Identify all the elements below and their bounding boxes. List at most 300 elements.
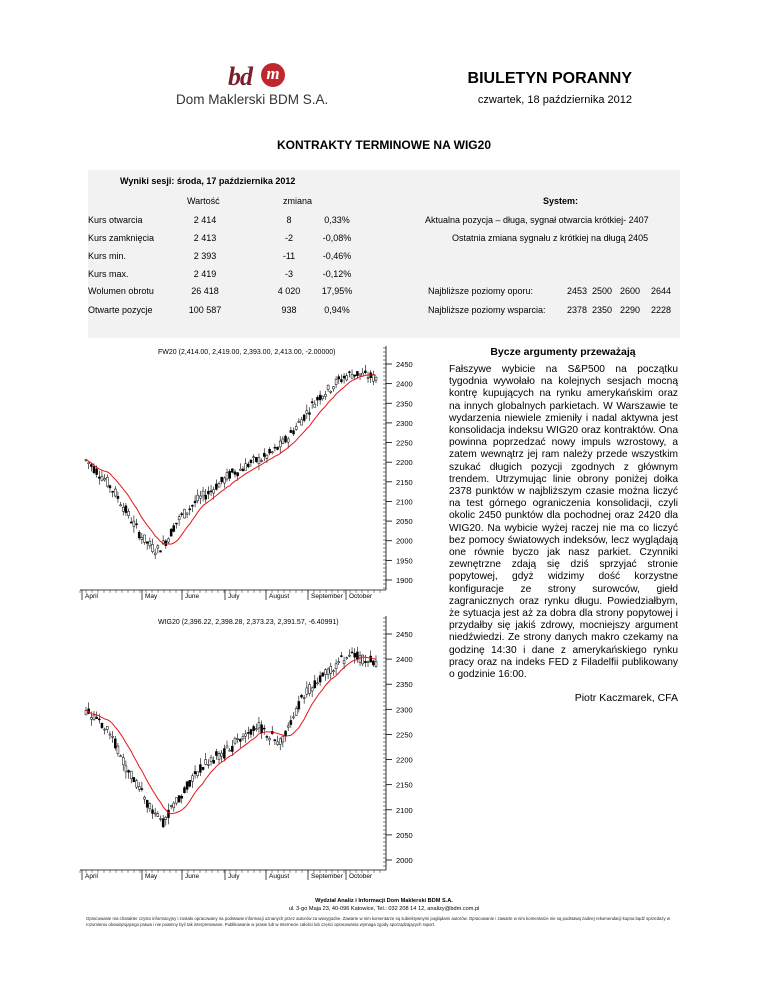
row-pct: 17,95%	[321, 286, 353, 296]
candle-body	[215, 484, 217, 489]
candle-body	[247, 464, 249, 467]
resistance-label: Najbliższe poziomy oporu:	[428, 286, 534, 296]
candle-body	[274, 740, 276, 741]
candle-body	[181, 796, 183, 798]
candle-body	[316, 683, 318, 684]
candle-body	[234, 472, 236, 475]
candle-body	[231, 746, 233, 751]
support-4: 2228	[651, 305, 672, 315]
candle-body	[146, 542, 148, 544]
y-tick-label: 2150	[396, 477, 413, 487]
candle-body	[133, 521, 135, 526]
candle-body	[237, 473, 239, 476]
row-change: 4 020	[277, 286, 301, 296]
x-tick-label: June	[185, 593, 200, 600]
candle-body	[327, 385, 329, 389]
col-system-header: System:	[543, 196, 579, 206]
candle-body	[293, 717, 295, 718]
support-2: 2350	[592, 305, 613, 315]
y-tick-label: 2000	[396, 856, 413, 865]
x-tick-label: September	[311, 593, 343, 600]
candle-body	[88, 463, 90, 464]
x-tick-label: April	[85, 593, 99, 600]
row-change: -11	[282, 251, 296, 261]
candle-body	[136, 524, 138, 525]
candle-body	[340, 656, 342, 657]
candle-body	[210, 491, 212, 492]
candle-body	[295, 426, 297, 429]
y-tick-label: 2300	[396, 418, 413, 428]
candle-body	[290, 430, 292, 432]
y-tick-label: 2200	[396, 755, 413, 765]
row-pct: -0,08%	[322, 233, 352, 243]
candle-body	[101, 723, 103, 728]
candle-body	[152, 810, 154, 814]
candle-body	[221, 477, 223, 482]
candle-body	[263, 728, 265, 729]
candle-body	[282, 439, 284, 443]
moving-average-line	[86, 657, 376, 814]
candle-body	[218, 754, 220, 760]
candle-body	[372, 374, 374, 381]
y-tick-label: 2450	[396, 360, 413, 369]
row-label: Otwarte pozycje	[88, 305, 153, 315]
candle-body	[96, 469, 98, 475]
moving-average-line	[86, 375, 376, 544]
candle-body	[343, 661, 345, 664]
candle-body	[306, 688, 308, 694]
y-tick-label: 2300	[396, 705, 413, 715]
candle-body	[237, 739, 239, 740]
candle-body	[269, 738, 271, 740]
candle-body	[104, 729, 106, 730]
row-change: 8	[286, 215, 292, 225]
candle-body	[202, 767, 204, 769]
candle-body	[128, 511, 130, 515]
row-pct: -0,12%	[322, 269, 352, 279]
candle-body	[359, 656, 361, 663]
candle-body	[157, 814, 159, 817]
candle-body	[189, 780, 191, 786]
candle-body	[197, 772, 199, 776]
candle-body	[215, 751, 217, 755]
candle-body	[167, 539, 169, 542]
candle-body	[263, 453, 265, 456]
candle-body	[133, 778, 135, 782]
candle-body	[330, 391, 332, 392]
candle-body	[112, 491, 114, 492]
candle-body	[287, 726, 289, 727]
candle-body	[346, 658, 348, 659]
candle-body	[242, 736, 244, 738]
row-label: Kurs min.	[88, 251, 127, 261]
candle-body	[239, 469, 241, 470]
candle-body	[298, 701, 300, 709]
candle-body	[274, 447, 276, 448]
candle-body	[285, 436, 287, 442]
candle-body	[117, 496, 119, 498]
candle-body	[314, 681, 316, 688]
candle-body	[303, 697, 305, 698]
row-value: 26 418	[191, 286, 219, 296]
y-tick-label: 2250	[396, 730, 413, 740]
candle-body	[285, 731, 287, 736]
candle-body	[112, 736, 114, 737]
candle-body	[282, 736, 284, 742]
candle-body	[356, 371, 358, 375]
y-tick-label: 2050	[396, 830, 413, 840]
commentary-body: Fałszywe wybicie na S&P500 na początku tygodnia wywołało na kolejnych sesjach mocną kontrę kupujących na rynku amerykańskim oraz na innych globalnych parkietach. W Warszawie te wydarzenia niewiele zmieniły i nadal aktywna jest konsolidacja indeksu WIG20 oraz kontraktów. Ona powinna poprzedzać nowy impuls wzrostowy, a zatem wewnątrz jej ram należy przede wszystkim szukać długich pozycji zgodnych z głównym trendem. Utrzymując linie obrony poniżej dołka 2378 punktów w najbliższym czasie można liczyć na test górnego ograniczenia konsolidacji, czyli okolic 2450 punktów dla pochodnej oraz 2420 dla WIG20. Na wybicie wyżej raczej nie ma co liczyć bez pomocy światowych indeksów, lecz wyglądają one równie byczo jak nasz parkiet. Czynniki zewnętrzne zdają się dziś sprzyjać stronie popytowej, gdyż widzimy dość korzystne konfiguracje ze strony surowców, giełd zagranicznych oraz rynku długu. Powiedziałbym, że sytuacja jest aż za dobra dla strony popytowej i przydałby się jakiś zdrowy, mocniejszy argument niedźwiedzi. Ze strony danych makro czekamy na godzinę 14:30 i dane z amerykańskiego rynku pracy oraz na indeks FED z Filadelfii publikowany o godzinie 16:00.	[449, 364, 678, 681]
candle-body	[367, 378, 369, 379]
y-tick-label: 2050	[396, 517, 413, 527]
candle-body	[93, 715, 95, 719]
candle-body	[250, 730, 252, 735]
candle-body	[173, 526, 175, 532]
x-tick-label: September	[311, 873, 343, 880]
candle-body	[253, 726, 255, 730]
bulletin-title: BIULETYN PORANNY	[467, 70, 632, 87]
candle-body	[130, 522, 132, 523]
resistance-4: 2644	[651, 286, 672, 296]
resistance-1: 2453	[567, 286, 588, 296]
candle-body	[335, 379, 337, 384]
candle-body	[181, 514, 183, 515]
candle-body	[106, 726, 108, 729]
col-change-header: zmiana	[283, 196, 313, 206]
col-value-header: Wartość	[187, 196, 220, 206]
x-tick-label: August	[269, 593, 290, 600]
candle-body	[298, 421, 300, 422]
candle-body	[348, 655, 350, 656]
y-tick-label: 2000	[396, 536, 413, 546]
row-label: Kurs zamknięcia	[88, 233, 155, 243]
candle-body	[154, 813, 156, 814]
candle-body	[354, 653, 356, 657]
candle-body	[332, 387, 334, 389]
candle-body	[335, 664, 337, 669]
candle-body	[301, 420, 303, 425]
candle-body	[255, 729, 257, 730]
candle-body	[277, 447, 279, 449]
candle-body	[327, 669, 329, 675]
candle-body	[338, 662, 340, 663]
row-pct: 0,33%	[324, 215, 350, 225]
candle-body	[242, 469, 244, 471]
candle-body	[175, 798, 177, 804]
row-value: 2 414	[193, 215, 217, 225]
candle-body	[138, 787, 140, 790]
candle-body	[191, 505, 193, 506]
row-label: Kurs max.	[88, 269, 129, 279]
candle-body	[359, 374, 361, 375]
candle-body	[319, 676, 321, 682]
candle-body	[277, 742, 279, 745]
candle-body	[141, 789, 143, 790]
candle-body	[279, 441, 281, 447]
candle-body	[170, 529, 172, 536]
candle-body	[255, 457, 257, 461]
bulletin-date: czwartek, 18 października 2012	[477, 94, 632, 106]
candle-body	[213, 760, 215, 763]
candle-body	[98, 719, 100, 720]
candle-body	[152, 544, 154, 551]
candle-body	[167, 810, 169, 818]
row-value: 2 419	[193, 269, 217, 279]
candle-body	[332, 671, 334, 672]
candle-body	[293, 431, 295, 434]
candle-body	[231, 469, 233, 473]
candle-body	[218, 484, 220, 488]
x-tick-label: May	[145, 593, 158, 600]
resistance-3: 2600	[620, 286, 641, 296]
y-tick-label: 2100	[396, 497, 413, 507]
commentary-title: Bycze argumenty przeważają	[490, 346, 636, 358]
candle-body	[90, 465, 92, 467]
candle-body	[205, 495, 207, 499]
candle-body	[189, 509, 191, 510]
candle-body	[207, 764, 209, 765]
candle-body	[239, 739, 241, 741]
candle-body	[351, 374, 353, 378]
candle-body	[199, 496, 201, 498]
y-tick-label: 2200	[396, 458, 413, 468]
system-line-2: Ostatnia zmiana sygnału z krótkiej na długą 2405	[452, 233, 649, 243]
fw20-chart	[76, 340, 421, 608]
candle-body	[330, 666, 332, 673]
candle-body	[93, 466, 95, 472]
candle-body	[301, 695, 303, 697]
x-tick-label: July	[228, 873, 240, 880]
chart-title: FW20 (2,414.00, 2,419.00, 2,393.00, 2,413.00, -2.00000)	[158, 349, 336, 356]
candle-body	[306, 411, 308, 414]
y-tick-label: 2350	[396, 399, 413, 409]
support-label: Najbliższe poziomy wsparcia:	[428, 305, 546, 315]
candle-body	[205, 760, 207, 765]
candle-body	[98, 477, 100, 478]
x-tick-label: July	[228, 593, 240, 600]
candle-body	[370, 656, 372, 662]
candle-body	[199, 765, 201, 773]
candle-body	[165, 817, 167, 819]
candle-body	[173, 803, 175, 808]
candle-body	[191, 776, 193, 782]
x-tick-label: June	[185, 873, 200, 880]
candle-body	[210, 757, 212, 761]
candle-body	[266, 736, 268, 737]
candle-body	[324, 670, 326, 675]
candle-body	[311, 402, 313, 403]
row-label: Wolumen obrotu	[88, 286, 154, 296]
candle-body	[247, 732, 249, 733]
candle-body	[90, 718, 92, 720]
candle-body	[141, 537, 143, 539]
candle-body	[375, 377, 377, 380]
candle-body	[245, 734, 247, 736]
candle-body	[261, 460, 263, 461]
candle-body	[261, 725, 263, 733]
y-tick-label: 2250	[396, 438, 413, 448]
candle-body	[229, 471, 231, 478]
candle-body	[170, 805, 172, 806]
candle-body	[229, 750, 231, 751]
candle-body	[279, 739, 281, 745]
candle-body	[146, 800, 148, 807]
x-tick-label: August	[269, 873, 290, 880]
row-change: 938	[281, 305, 297, 315]
row-value: 2 413	[193, 233, 217, 243]
candle-body	[138, 532, 140, 538]
candle-body	[367, 662, 369, 663]
candle-body	[186, 782, 188, 790]
candle-body	[136, 781, 138, 787]
row-value: 2 393	[193, 251, 217, 261]
footer-department: Wydział Analiz i Informacji Dom Maklerski BDM S.A.	[315, 898, 453, 904]
candle-body	[221, 753, 223, 756]
row-value: 100 587	[188, 305, 222, 315]
system-line-1: Aktualna pozycja – długa, sygnał otwarcia krótkiej- 2407	[425, 215, 649, 225]
y-tick-label: 1900	[396, 576, 413, 585]
candle-body	[159, 551, 161, 552]
candle-body	[128, 770, 130, 772]
candle-body	[125, 506, 127, 513]
candle-body	[202, 491, 204, 496]
candle-body	[245, 464, 247, 470]
candle-body	[114, 739, 116, 748]
candle-body	[253, 457, 255, 458]
x-tick-label: May	[145, 873, 158, 880]
candle-body	[348, 372, 350, 373]
candle-body	[104, 479, 106, 480]
candle-body	[106, 477, 108, 486]
candle-body	[316, 397, 318, 400]
candle-body	[356, 652, 358, 659]
support-1: 2378	[567, 305, 588, 315]
candle-body	[258, 723, 260, 728]
candle-body	[372, 661, 374, 665]
candle-body	[178, 517, 180, 520]
candle-body	[207, 491, 209, 494]
candle-body	[109, 734, 111, 735]
candle-body	[157, 546, 159, 548]
logo-wordmark: bd	[228, 62, 252, 91]
commentary-author: Piotr Kaczmarek, CFA	[574, 692, 678, 704]
candle-body	[109, 486, 111, 488]
company-name: Dom Maklerski BDM S.A.	[176, 92, 329, 107]
candle-body	[354, 375, 356, 376]
row-pct: 0,94%	[324, 305, 350, 315]
candle-body	[362, 655, 364, 664]
candle-body	[130, 771, 132, 779]
candle-body	[351, 652, 353, 653]
wig20-chart	[76, 610, 421, 888]
candle-body	[117, 746, 119, 754]
candle-body	[340, 379, 342, 381]
candle-body	[343, 376, 345, 378]
candle-body	[258, 457, 260, 463]
footer-address: ul. 3-go Maja 23, 40-096 Katowice, Tel.: 032 208 14 12, analizy@bdm.com.pl	[288, 906, 480, 912]
candle-body	[364, 661, 366, 662]
candle-body	[322, 673, 324, 676]
candle-body	[271, 452, 273, 453]
candle-body	[346, 376, 348, 380]
logo-mark: m	[261, 63, 285, 87]
candle-body	[120, 505, 122, 506]
support-3: 2290	[620, 305, 641, 315]
candle-body	[122, 507, 124, 511]
candle-body	[223, 749, 225, 759]
candle-body	[154, 553, 156, 554]
candle-body	[269, 449, 271, 453]
y-tick-label: 2100	[396, 805, 413, 815]
candle-body	[122, 757, 124, 764]
candle-body	[250, 460, 252, 463]
candle-body	[144, 797, 146, 799]
candle-body	[144, 535, 146, 542]
candle-body	[213, 490, 215, 493]
row-pct: -0,46%	[322, 251, 352, 261]
candle-body	[96, 717, 98, 719]
candle-body	[149, 804, 151, 809]
candle-body	[223, 478, 225, 483]
candle-body	[322, 396, 324, 399]
candle-body	[186, 513, 188, 514]
candle-body	[319, 395, 321, 400]
chart-title: WIG20 (2,396.22, 2,398.28, 2,373.23, 2,391.57, -6.40991)	[158, 619, 339, 626]
candle-body	[183, 509, 185, 518]
y-tick-label: 2450	[396, 630, 413, 639]
candle-body	[338, 377, 340, 379]
candle-body	[194, 771, 196, 773]
y-tick-label: 2400	[396, 655, 413, 665]
y-tick-label: 2150	[396, 780, 413, 790]
candle-body	[266, 455, 268, 458]
row-change: -3	[284, 269, 293, 279]
session-heading: Wyniki sesji: środa, 17 października 2012	[120, 176, 296, 186]
candle-body	[303, 415, 305, 421]
resistance-2: 2500	[592, 286, 613, 296]
y-tick-label: 1950	[396, 556, 413, 566]
candle-body	[101, 477, 103, 480]
candle-body	[364, 371, 366, 373]
candle-body	[120, 756, 122, 757]
candle-body	[159, 818, 161, 819]
candle-body	[375, 661, 377, 666]
candle-body	[178, 796, 180, 802]
candle-body	[194, 501, 196, 503]
candle-body	[226, 746, 228, 748]
candle-body	[295, 708, 297, 715]
x-tick-label: October	[349, 593, 373, 600]
candle-body	[162, 819, 164, 827]
candle-body	[314, 404, 316, 407]
candle-body	[226, 473, 228, 480]
candle-body	[290, 721, 292, 725]
candle-body	[183, 788, 185, 793]
footer-disclaimer: Opracowanie ma charakter czysto informacyjny i zostało opracowany na podstawie informacji uznanych przez autorów za wiarygodne. Zawarte w nim komentarze są subiektywnymi poglądami autorów. Opracowanie i zawarte w nim komentarze nie są podstawą żadnej rekomendacji kupna bądź sprzedaży w rozumieniu obowiązującego prawa i nie powinny być tak interpretowane. Publikowanie w prasie lub w Internecie całości lub części opracowania wymaga zgody sporządzających raport.	[86, 916, 670, 927]
y-tick-label: 2350	[396, 680, 413, 690]
section-title: KONTRAKTY TERMINOWE NA WIG20	[276, 138, 491, 152]
y-tick-label: 2400	[396, 379, 413, 389]
row-change: -2	[284, 233, 293, 243]
candle-body	[125, 766, 127, 772]
x-tick-label: October	[349, 873, 373, 880]
candle-body	[197, 495, 199, 500]
candle-body	[324, 394, 326, 396]
candle-body	[311, 688, 313, 691]
candle-body	[114, 489, 116, 496]
candle-body	[175, 523, 177, 524]
candle-body	[308, 684, 310, 693]
